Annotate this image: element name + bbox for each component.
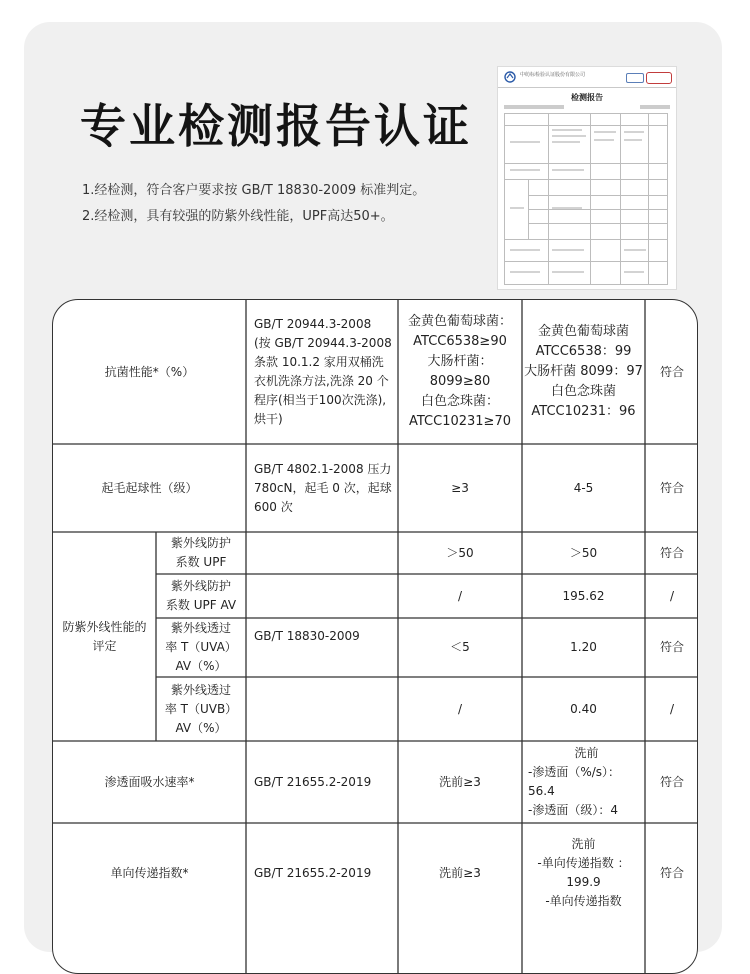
sub-item-uva: 紫外线透过 率 T（UVA） AV（%） <box>165 621 237 673</box>
standard-transfer: GB/T 21655.2-2019 <box>254 865 372 880</box>
requirement-upf: ＞50 <box>446 545 474 560</box>
requirement-uva: ＜5 <box>450 640 470 654</box>
report-mini-table <box>504 113 668 285</box>
verdict-antibacterial: 符合 <box>659 364 684 379</box>
verdict-wicking: 符合 <box>659 774 684 789</box>
verdict-transfer: 符合 <box>659 865 684 880</box>
result-transfer-cell <box>522 823 645 923</box>
report-number-line <box>504 105 564 109</box>
result-wicking: -渗透面（%/s）： 56.4 -渗透面（级）：4 <box>528 765 621 817</box>
org-logo-icon <box>504 71 516 83</box>
page-title: 专业检测报告认证 <box>80 99 472 153</box>
requirement-transfer: 洗前≥3 <box>439 865 481 880</box>
standard-uv: GB/T 18830-2009 <box>254 629 360 643</box>
verdict-upf-av: / <box>669 588 675 603</box>
result-uva: 1.20 <box>570 640 597 654</box>
verdict-pilling: 符合 <box>659 480 684 495</box>
standard-antibacterial: GB/T 20944.3-2008 (按 GB/T 20944.3-2008 条款 10.1.2 家用双桶洗 衣机洗涤方法,洗涤 20 个 程序(相当于100次洗涤), 烘干) <box>254 317 392 426</box>
item-antibacterial: 抗菌性能*（%） <box>104 364 195 379</box>
result-antibacterial: 金黄色葡萄球菌 ATCC6538：99 大肠杆菌 8099：97 白色念珠菌 ATCC10231：96 <box>524 324 643 419</box>
intro-line-1: 1.经检测，符合客户要求按 GB/T 18830-2009 标准判定。 <box>82 183 426 198</box>
verdict-uvb: / <box>669 701 675 716</box>
item-pilling: 起毛起球性（级） <box>101 480 198 495</box>
result-pilling: 4-5 <box>573 480 594 495</box>
requirement-antibacterial: 金黄色葡萄球菌： ATCC6538≥90 大肠杆菌：8099≥80 白色念珠菌： ATCC10231≥70 <box>407 314 512 429</box>
ilac-seal-icon <box>646 72 672 84</box>
requirement-uvb: / <box>457 701 463 716</box>
result-wicking-head: 洗前 <box>574 746 599 760</box>
requirement-wicking: 洗前≥3 <box>439 774 481 789</box>
requirement-upf-av: / <box>457 588 463 603</box>
intro-line-2: 2.经检测，具有较强的防紫外线性能，UPF高达50+。 <box>82 209 394 224</box>
standard-wicking: GB/T 21655.2-2019 <box>254 774 372 789</box>
test-results-table <box>52 299 698 974</box>
cma-seal-icon <box>626 73 644 83</box>
verdict-upf: 符合 <box>659 545 684 560</box>
item-transfer: 单向传递指数* <box>110 865 189 880</box>
verdict-uva: 符合 <box>659 640 684 654</box>
sub-item-uvb: 紫外线透过 率 T（UVB） AV（%） <box>164 682 238 735</box>
report-thumbnail[interactable] <box>497 66 677 290</box>
report-org-name: 中纺标检验认证股份有限公司 <box>520 72 586 78</box>
item-uv-protection: 防紫外线性能的 评定 <box>62 619 147 653</box>
sub-item-upf-av: 紫外线防护 系数 UPF AV <box>165 579 237 612</box>
requirement-pilling: ≥3 <box>451 480 469 495</box>
sub-item-upf: 紫外线防护 系数 UPF <box>170 536 231 569</box>
result-wicking-cell <box>522 741 645 823</box>
result-uvb: 0.40 <box>570 701 597 716</box>
report-page-line <box>640 105 670 109</box>
standard-pilling: GB/T 4802.1-2008 压力 780cN，起毛 0 次，起球 600 次 <box>254 461 392 514</box>
result-transfer-head: 洗前 <box>571 837 596 851</box>
result-upf: ＞50 <box>569 545 598 560</box>
report-thumbnail-header <box>498 67 676 88</box>
item-wicking: 渗透面吸水速率* <box>104 774 195 789</box>
report-title: 检测报告 <box>571 93 603 102</box>
result-upf-av: 195.62 <box>562 588 605 603</box>
result-transfer: -单向传递指数 ： 199.9 -单向传递指数 <box>537 856 630 908</box>
